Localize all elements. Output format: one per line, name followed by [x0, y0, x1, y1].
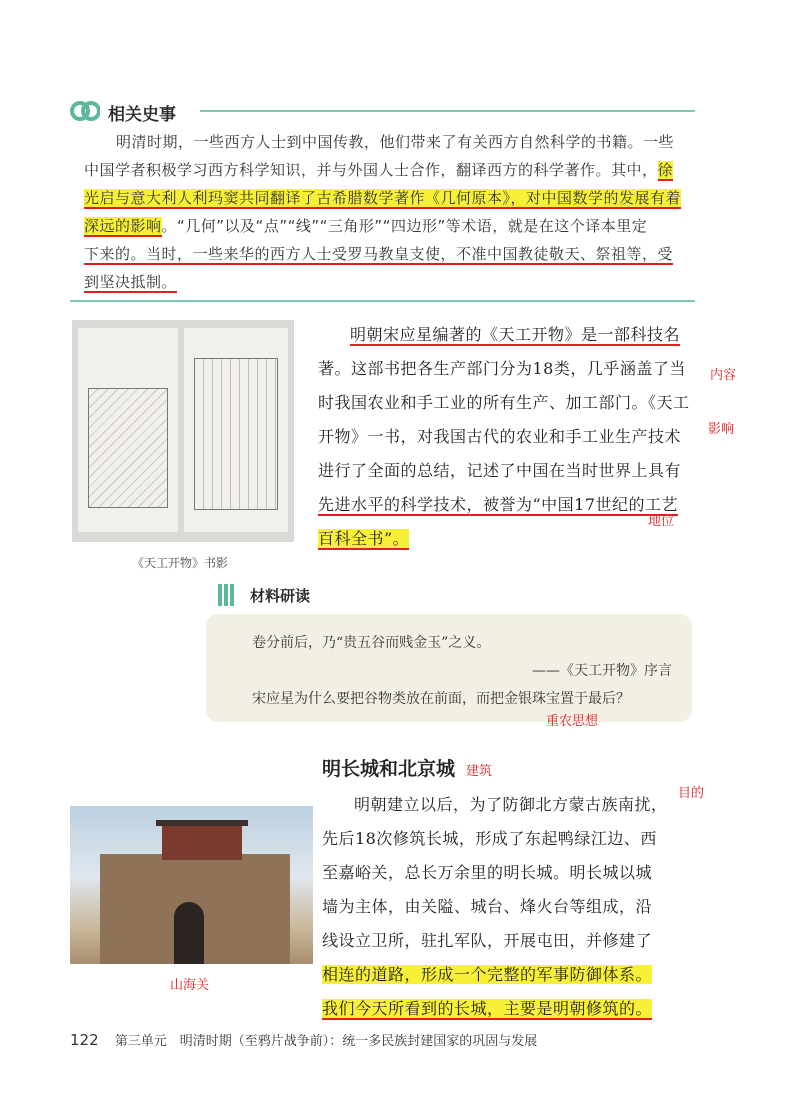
page-number: 122 — [70, 1031, 99, 1049]
text-span: 时我国农业和手工业的所有生产、加工部门。《天工 — [318, 393, 690, 412]
text-line — [318, 420, 700, 454]
text-span: 中国学者积极学习西方科学知识，并与外国人士合作，翻译西方的科学著作。其中， — [84, 161, 658, 179]
text-span: 开物》一书，对我国古代的农业和手工业生产技术 — [318, 427, 682, 446]
text-line: 明清时期，一些西方人士到中国传教，他们带来了有关西方自然科学的书籍。一些 — [116, 133, 675, 151]
text-line — [318, 352, 700, 386]
material-study-icon — [218, 584, 238, 606]
photo-tower — [162, 824, 242, 860]
photo-roof — [156, 820, 248, 826]
note-architecture: 建筑 — [466, 764, 493, 779]
text-line — [322, 992, 702, 1026]
highlighted-text: 徐 — [657, 161, 674, 179]
text-line — [322, 958, 702, 992]
material-title: 材料研读 — [250, 587, 311, 605]
highlighted-text: 深远的影响 — [84, 217, 162, 235]
text-line — [84, 212, 690, 240]
text-line — [84, 240, 690, 268]
great-wall-heading: 明长城和北京城 — [322, 758, 456, 780]
text-span: 先进水平的科学技术，被誉为“中国17世纪的工艺 — [318, 495, 679, 514]
text-span: 著。这部书把各生产部门分为18类，几乎涵盖了当 — [318, 359, 686, 378]
text-span: 明朝宋应星编著的《天工开物》是一部科技名 — [350, 325, 681, 344]
section-divider — [200, 110, 695, 112]
text-line — [318, 318, 700, 352]
highlighted-text: 我们今天所看到的长城，主要是明朝修筑的。 — [322, 999, 653, 1018]
highlighted-text: 光启与意大利人利玛窦共同翻译了古希腊数学著作《几何原本》，对中国数学的发展有着 — [84, 189, 682, 207]
text-span: 下来的。当时，一些来华的西方人士受罗马教皇支使，不准中国教徒敬天、祭祖等，受 — [84, 245, 674, 263]
text-span: 进行了全面的总结，记述了中国在当时世界上具有 — [318, 461, 682, 480]
book-left-page — [78, 328, 178, 532]
text-line — [84, 156, 690, 184]
related-history-text — [84, 128, 690, 296]
note-influence: 影响 — [708, 422, 735, 437]
note-content: 内容 — [710, 368, 737, 383]
book-right-page — [184, 328, 288, 532]
text-line — [318, 454, 700, 488]
highlighted-text: 相连的道路，形成一个完整的军事防御体系。 — [322, 965, 653, 984]
text-line — [318, 522, 700, 556]
section-title: 相关史事 — [108, 105, 176, 125]
text-line: 线设立卫所，驻扎军队，开展屯田，并修建了 — [322, 931, 653, 950]
photo-gate-arch — [174, 902, 204, 964]
note-purpose: 目的 — [678, 786, 705, 801]
page-footer — [70, 1030, 537, 1049]
text-line — [318, 488, 700, 522]
material-question: 宋应星为什么要把谷物类放在前面，而把金银珠宝置于最后？ — [252, 691, 630, 707]
note-agriculture: 重农思想 — [546, 714, 599, 729]
text-line — [84, 268, 690, 296]
text-line — [318, 386, 700, 420]
text-span: 。“几何”以及“点”“线”“三角形”“四边形”等术语，就是在这个译本里定 — [161, 217, 648, 235]
text-line: 至嘉峪关，总长万余里的明长城。明长城以城 — [322, 863, 653, 882]
tiangong-kaiwu-book-image — [72, 320, 294, 542]
text-line: 墙为主体，由关隘、城台、烽火台等组成，沿 — [322, 897, 653, 916]
footer-text: 第三单元 明清时期（至鸦片战争前）：统一多民族封建国家的巩固与发展 — [114, 1034, 538, 1049]
text-line: 先后18次修筑长城，形成了东起鸭绿江边、西 — [322, 829, 657, 848]
photo-caption: 山海关 — [170, 978, 210, 993]
note-status: 地位 — [648, 514, 675, 529]
related-history-icon — [70, 96, 100, 126]
text-line: 明朝建立以后，为了防御北方蒙古族南扰， — [354, 795, 668, 814]
underlined-text: 到坚决抵制。 — [84, 273, 178, 291]
tiangong-text — [318, 318, 700, 556]
highlighted-text: 百科全书”。 — [318, 529, 410, 548]
material-source: ——《天工开物》序言 — [532, 663, 672, 679]
material-quote: 卷分前后，乃“贵五谷而贱金玉”之义。 — [252, 635, 491, 651]
shanhaiguan-photo — [70, 806, 313, 964]
text-line — [84, 184, 690, 212]
great-wall-text — [322, 788, 702, 1026]
book-caption: 《天工开物》书影 — [132, 556, 229, 570]
section-divider-bottom — [70, 300, 695, 302]
